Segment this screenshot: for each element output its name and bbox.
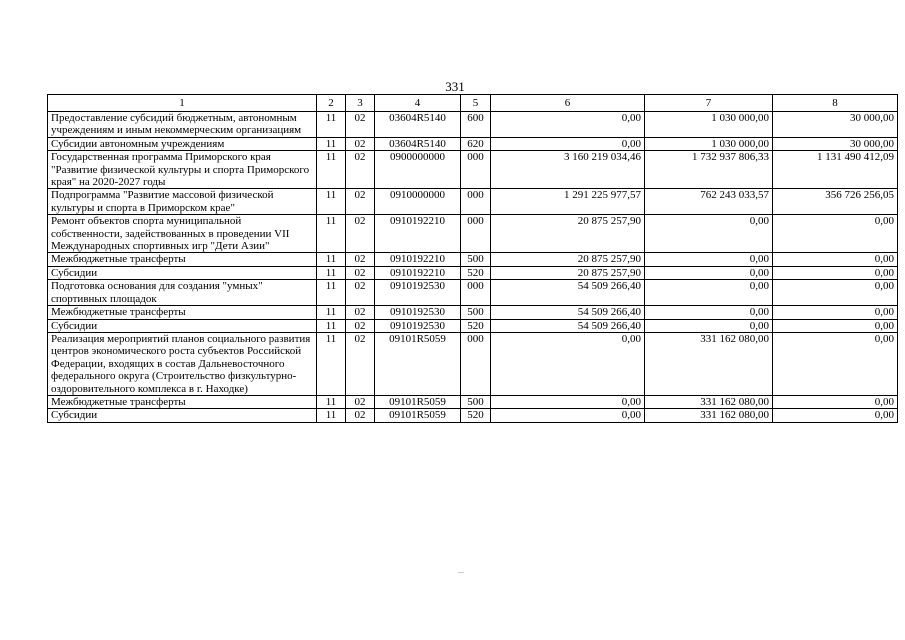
row-name: Субсидии: [48, 266, 317, 279]
section-code: 11: [317, 266, 346, 279]
amount-col8: 0,00: [773, 266, 898, 279]
amount-col8: 0,00: [773, 253, 898, 266]
section-code: 11: [317, 137, 346, 150]
section-code: 11: [317, 215, 346, 253]
subsection-code: 02: [346, 395, 375, 408]
amount-col7: 0,00: [645, 280, 773, 306]
expense-type-code: 520: [461, 319, 491, 332]
amount-col7: 1 030 000,00: [645, 112, 773, 138]
amount-col6: 20 875 257,90: [491, 253, 645, 266]
row-name: Подпрограмма "Развитие массовой физической культуры и спорта в Приморском крае": [48, 189, 317, 215]
amount-col8: 30 000,00: [773, 137, 898, 150]
amount-col7: 0,00: [645, 253, 773, 266]
target-article-code: 0910192210: [375, 215, 461, 253]
section-code: 11: [317, 112, 346, 138]
table-row: [48, 137, 898, 150]
amount-col8: 356 726 256,05: [773, 189, 898, 215]
table-row: [48, 409, 898, 422]
amount-col6: 0,00: [491, 112, 645, 138]
target-article-code: 09101R5059: [375, 409, 461, 422]
row-name: Предоставление субсидий бюджетным, автономным учреждениям и иным некоммерческим организациям: [48, 112, 317, 138]
amount-col6: 20 875 257,90: [491, 215, 645, 253]
target-article-code: 09101R5059: [375, 395, 461, 408]
row-name: Подготовка основания для создания "умных" спортивных площадок: [48, 280, 317, 306]
section-code: 11: [317, 306, 346, 319]
column-header: 2: [317, 95, 346, 112]
table-row: [48, 395, 898, 408]
target-article-code: 03604R5140: [375, 137, 461, 150]
row-name: Субсидии: [48, 319, 317, 332]
subsection-code: 02: [346, 280, 375, 306]
table-row: [48, 189, 898, 215]
subsection-code: 02: [346, 151, 375, 189]
target-article-code: 0910000000: [375, 189, 461, 215]
amount-col6: 20 875 257,90: [491, 266, 645, 279]
table-row: [48, 319, 898, 332]
amount-col8: 0,00: [773, 215, 898, 253]
amount-col7: 0,00: [645, 266, 773, 279]
column-header: 3: [346, 95, 375, 112]
column-header: 5: [461, 95, 491, 112]
expense-type-code: 000: [461, 151, 491, 189]
column-header: 6: [491, 95, 645, 112]
amount-col7: 0,00: [645, 319, 773, 332]
section-code: 11: [317, 280, 346, 306]
target-article-code: 0910192530: [375, 306, 461, 319]
row-name: Реализация мероприятий планов социального развития центров экономического роста субъектов Российской Федерации, входящих в состав Дальневосточного федерального округа (Строительство физкультурно-оздоровительного комплекса в г. Находке): [48, 332, 317, 395]
section-code: 11: [317, 189, 346, 215]
target-article-code: 0910192210: [375, 253, 461, 266]
section-code: 11: [317, 151, 346, 189]
target-article-code: 0910192530: [375, 319, 461, 332]
row-name: Субсидии автономным учреждениям: [48, 137, 317, 150]
table-row: [48, 332, 898, 395]
expense-type-code: 000: [461, 189, 491, 215]
expense-type-code: 500: [461, 395, 491, 408]
amount-col7: 0,00: [645, 215, 773, 253]
subsection-code: 02: [346, 319, 375, 332]
column-header: 7: [645, 95, 773, 112]
row-name: Межбюджетные трансферты: [48, 395, 317, 408]
column-header: 4: [375, 95, 461, 112]
header-row: [48, 95, 898, 112]
section-code: 11: [317, 253, 346, 266]
amount-col6: 0,00: [491, 395, 645, 408]
amount-col8: 0,00: [773, 319, 898, 332]
budget-table: [47, 94, 898, 423]
expense-type-code: 500: [461, 306, 491, 319]
subsection-code: 02: [346, 266, 375, 279]
table-row: [48, 280, 898, 306]
expense-type-code: 000: [461, 280, 491, 306]
amount-col7: 1 732 937 806,33: [645, 151, 773, 189]
section-code: 11: [317, 409, 346, 422]
table-row: [48, 253, 898, 266]
row-name: Межбюджетные трансферты: [48, 306, 317, 319]
row-name: Ремонт объектов спорта муниципальной собственности, задействованных в проведении VII Международных спортивных игр "Дети Азии": [48, 215, 317, 253]
table-row: [48, 306, 898, 319]
row-name: Межбюджетные трансферты: [48, 253, 317, 266]
expense-type-code: 620: [461, 137, 491, 150]
amount-col7: 331 162 080,00: [645, 332, 773, 395]
expense-type-code: 520: [461, 266, 491, 279]
column-header: 8: [773, 95, 898, 112]
amount-col6: 3 160 219 034,46: [491, 151, 645, 189]
target-article-code: 0910192210: [375, 266, 461, 279]
subsection-code: 02: [346, 112, 375, 138]
amount-col6: 0,00: [491, 332, 645, 395]
target-article-code: 0910192530: [375, 280, 461, 306]
table-row: [48, 151, 898, 189]
row-name: Субсидии: [48, 409, 317, 422]
amount-col7: 0,00: [645, 306, 773, 319]
section-code: 11: [317, 395, 346, 408]
table-row: [48, 112, 898, 138]
amount-col8: 30 000,00: [773, 112, 898, 138]
target-article-code: 0900000000: [375, 151, 461, 189]
column-header: 1: [48, 95, 317, 112]
row-name: Государственная программа Приморского края "Развитие физической культуры и спорта Приморского края" на 2020-2027 годы: [48, 151, 317, 189]
subsection-code: 02: [346, 215, 375, 253]
subsection-code: 02: [346, 137, 375, 150]
amount-col6: 1 291 225 977,57: [491, 189, 645, 215]
amount-col8: 0,00: [773, 395, 898, 408]
amount-col7: 331 162 080,00: [645, 409, 773, 422]
subsection-code: 02: [346, 332, 375, 395]
subsection-code: 02: [346, 189, 375, 215]
amount-col8: 0,00: [773, 306, 898, 319]
subsection-code: 02: [346, 253, 375, 266]
table-row: [48, 215, 898, 253]
amount-col6: 54 509 266,40: [491, 319, 645, 332]
subsection-code: 02: [346, 306, 375, 319]
expense-type-code: 000: [461, 215, 491, 253]
amount-col7: 762 243 033,57: [645, 189, 773, 215]
expense-type-code: 500: [461, 253, 491, 266]
subsection-code: 02: [346, 409, 375, 422]
target-article-code: 03604R5140: [375, 112, 461, 138]
amount-col6: 54 509 266,40: [491, 306, 645, 319]
amount-col7: 1 030 000,00: [645, 137, 773, 150]
page-number: 331: [445, 79, 465, 94]
amount-col8: 0,00: [773, 280, 898, 306]
amount-col8: 1 131 490 412,09: [773, 151, 898, 189]
divider: [458, 572, 464, 573]
amount-col8: 0,00: [773, 332, 898, 395]
amount-col7: 331 162 080,00: [645, 395, 773, 408]
amount-col8: 0,00: [773, 409, 898, 422]
expense-type-code: 520: [461, 409, 491, 422]
section-code: 11: [317, 319, 346, 332]
amount-col6: 0,00: [491, 137, 645, 150]
amount-col6: 0,00: [491, 409, 645, 422]
table-row: [48, 266, 898, 279]
expense-type-code: 600: [461, 112, 491, 138]
amount-col6: 54 509 266,40: [491, 280, 645, 306]
target-article-code: 09101R5059: [375, 332, 461, 395]
expense-type-code: 000: [461, 332, 491, 395]
section-code: 11: [317, 332, 346, 395]
